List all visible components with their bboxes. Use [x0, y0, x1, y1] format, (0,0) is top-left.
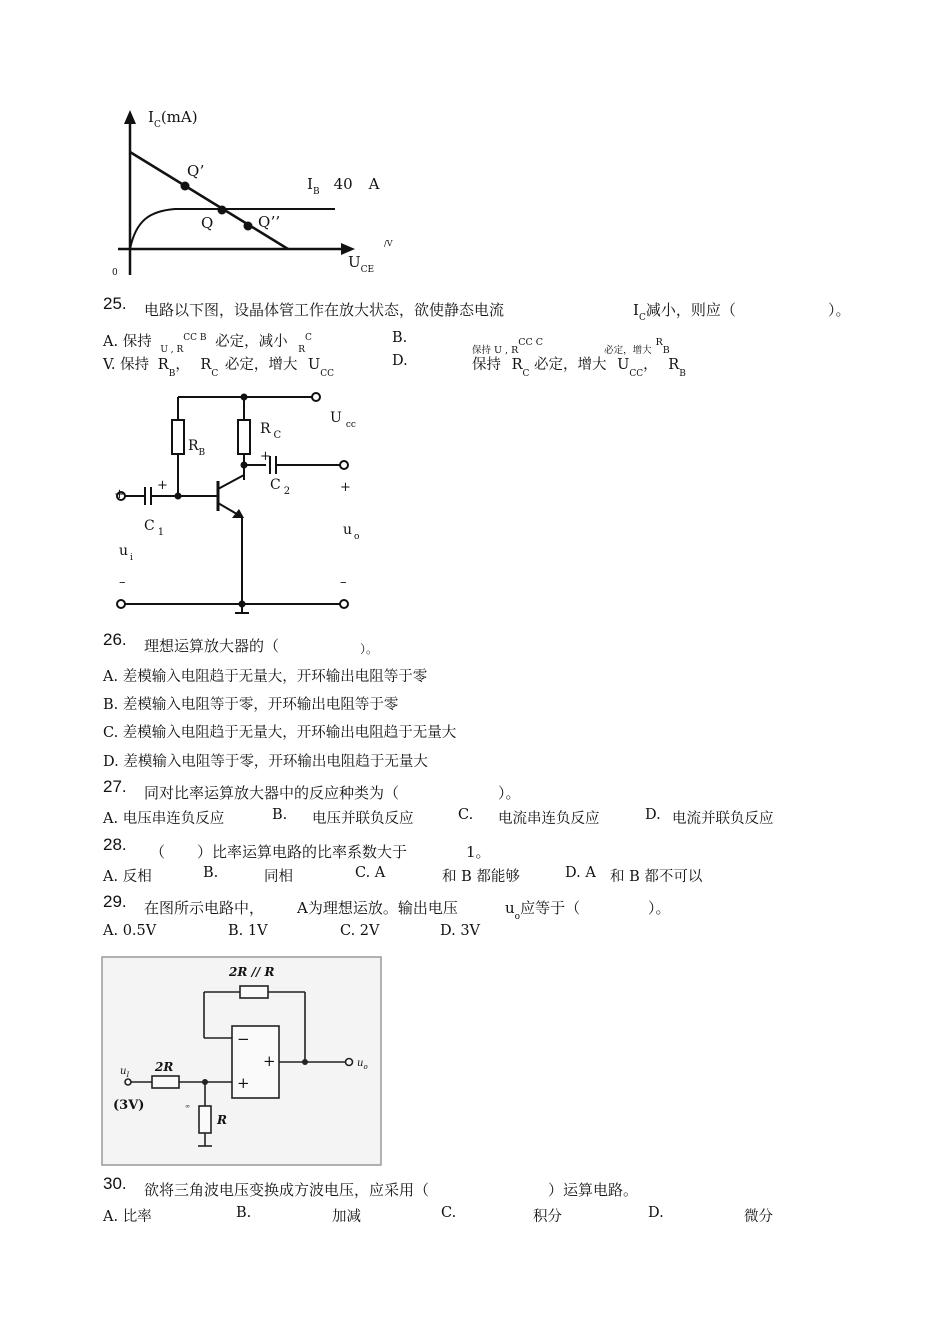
- q29-option-b: B. 1V: [228, 923, 268, 939]
- ground-resistor: [199, 1106, 211, 1133]
- y-axis-label: $I_C(mA)$: [148, 108, 198, 130]
- q28-option-a: A. 反相: [103, 869, 152, 885]
- c2-label: C $_2$: [270, 477, 291, 497]
- load-line: [130, 152, 288, 249]
- q27-text: 同对比率运算放大器中的反应种类为（: [144, 784, 400, 802]
- q25-text: 电路以下图，设晶体管工作在放大状态，欲使静态电流: [144, 301, 505, 319]
- q28-number: 28.: [103, 835, 127, 854]
- q29-tail: ）。: [648, 899, 671, 917]
- uo-label: $u_o$: [357, 1058, 368, 1071]
- y-axis-arrow: [124, 110, 136, 124]
- rc-resistor: [238, 420, 250, 454]
- q-lower-point: [244, 222, 253, 231]
- q27-option-d-label: D.: [645, 807, 661, 823]
- q30-option-a: A. 比率: [103, 1209, 152, 1225]
- q29-option-d: D. 3V: [440, 923, 481, 939]
- input-minus: –: [119, 575, 126, 590]
- q29-number: 29.: [103, 892, 127, 911]
- q29-text-b: A为理想运放。输出电压: [297, 899, 458, 917]
- output-characteristic-figure: [100, 100, 420, 285]
- q29-option-c: C. 2V: [340, 923, 380, 939]
- q27-option-c-label: C.: [458, 807, 474, 823]
- q26-text: 理想运算放大器的（: [144, 637, 280, 655]
- q28-option-d: 和 B 都不可以: [610, 869, 703, 885]
- feedback-resistor: [240, 986, 268, 998]
- input-plus: +: [114, 487, 125, 502]
- q27-number: 27.: [103, 777, 127, 796]
- q30-option-d: 微分: [744, 1209, 773, 1225]
- c1-plus: +: [157, 478, 168, 493]
- ui-label: u $_i$: [119, 543, 133, 563]
- q28-option-c-label: C. A: [355, 865, 386, 881]
- q28-tail: 1。: [466, 843, 491, 861]
- q-upper-point: [181, 182, 190, 191]
- q26-option-a: A. 差模输入电阻趋于无量大，开环输出电阻等于零: [103, 669, 428, 685]
- q25-number: 25.: [103, 294, 127, 313]
- q27-tail: ）。: [498, 784, 521, 802]
- q29-uo: $u_o$应等于（: [505, 899, 581, 922]
- q-lower-label: Q’’: [258, 213, 281, 231]
- c2-plus: +: [260, 449, 271, 464]
- q25-option-d: 保持 $R_C$ 必定，增大 $U_{CC}$， $R_B$: [472, 357, 686, 379]
- q26-number: 26.: [103, 630, 127, 649]
- q30-option-c-label: C.: [441, 1205, 457, 1221]
- opamp-circuit-figure: [101, 956, 382, 1166]
- q25-option-b-label: B.: [392, 330, 408, 346]
- q28-option-d-label: D. A: [565, 865, 596, 881]
- q28-option-c: 和 B 都能够: [442, 869, 520, 885]
- c1-label: C $_1$: [144, 518, 165, 538]
- q26-tail: ）。: [360, 642, 379, 656]
- ui-value: (3V): [113, 1098, 145, 1113]
- q30-option-c: 积分: [533, 1209, 562, 1225]
- output-sign: +: [263, 1052, 276, 1070]
- q29-text-a: 在图所示电路中，: [144, 899, 265, 917]
- q-upper-label: Q’: [187, 162, 205, 180]
- q27-option-b: 电压并联负反应: [312, 811, 414, 827]
- q28-option-b: 同相: [264, 869, 293, 885]
- origin-label: 0: [112, 268, 118, 278]
- output-plus: +: [340, 480, 351, 495]
- q30-option-d-label: D.: [648, 1205, 664, 1221]
- ucc-label: U $_{cc}$: [330, 410, 356, 430]
- x-axis-unit: /V: [384, 239, 393, 248]
- rb-resistor: [172, 420, 184, 454]
- q28-option-b-label: B.: [203, 865, 219, 881]
- q25-option-b: 保持 U , RCC C 必定，增大RB: [472, 337, 670, 356]
- ib-label: $I_B$ 40 A: [307, 175, 380, 197]
- output-minus: –: [340, 575, 347, 590]
- marker-dot: ∞: [185, 1103, 190, 1110]
- q25-option-a: A. 保持 $_{U , R}^{CC B}$ 必定，减小 $_R^C$: [103, 333, 312, 355]
- emitter-arrow: [232, 509, 244, 518]
- input-resistor: [152, 1076, 179, 1088]
- q28-paren: （: [150, 843, 166, 861]
- q27-option-a: A. 电压串连负反应: [103, 811, 225, 827]
- q26-option-d: D. 差模输入电阻等于零，开环输出电阻趋于无量大: [103, 754, 428, 770]
- input-resistor-label: 2R: [155, 1060, 174, 1074]
- q30-option-b: 加减: [332, 1209, 361, 1225]
- q25-option-c: V. 保持 $R_B$， $R_C$ 必定，增大 $U_{CC}$: [103, 357, 334, 379]
- q30-number: 30.: [103, 1174, 127, 1193]
- noninverting-sign: +: [237, 1074, 250, 1092]
- uo-label: u $_o$: [343, 522, 360, 542]
- rb-label: $R_B$: [188, 438, 206, 458]
- q-label: Q: [201, 214, 214, 232]
- q26-option-c: C. 差模输入电阻趋于无量大，开环输出电阻趋于无量大: [103, 725, 457, 741]
- q25-ic: $I_C$减小，则应（: [633, 301, 736, 323]
- q26-option-b: B. 差模输入电阻等于零，开环输出电阻等于零: [103, 697, 399, 713]
- q28-text: ）比率运算电路的比率系数大于: [197, 843, 408, 861]
- feedback-label: 2R // R: [229, 965, 275, 979]
- q-point: [218, 206, 227, 215]
- q29-option-a: A. 0.5V: [103, 923, 157, 939]
- ground-resistor-label: R: [217, 1113, 227, 1127]
- q30-text: 欲将三角波电压变换成方波电压，应采用（: [144, 1181, 430, 1199]
- q30-tail: ）运算电路。: [548, 1181, 639, 1199]
- q25-tail: ）。: [828, 301, 851, 319]
- inverting-sign: −: [237, 1030, 250, 1048]
- q27-option-b-label: B.: [272, 807, 288, 823]
- rc-label: R $_C$: [260, 421, 282, 441]
- ui-label: $u_I$: [120, 1066, 130, 1079]
- amplifier-circuit-figure: [100, 385, 380, 620]
- q25-option-d-label: D.: [392, 353, 408, 369]
- q30-option-b-label: B.: [236, 1205, 252, 1221]
- q27-option-c: 电流串连负反应: [498, 811, 600, 827]
- q27-option-d: 电流并联负反应: [672, 811, 774, 827]
- x-axis-label: $U_{CE}$: [348, 253, 375, 275]
